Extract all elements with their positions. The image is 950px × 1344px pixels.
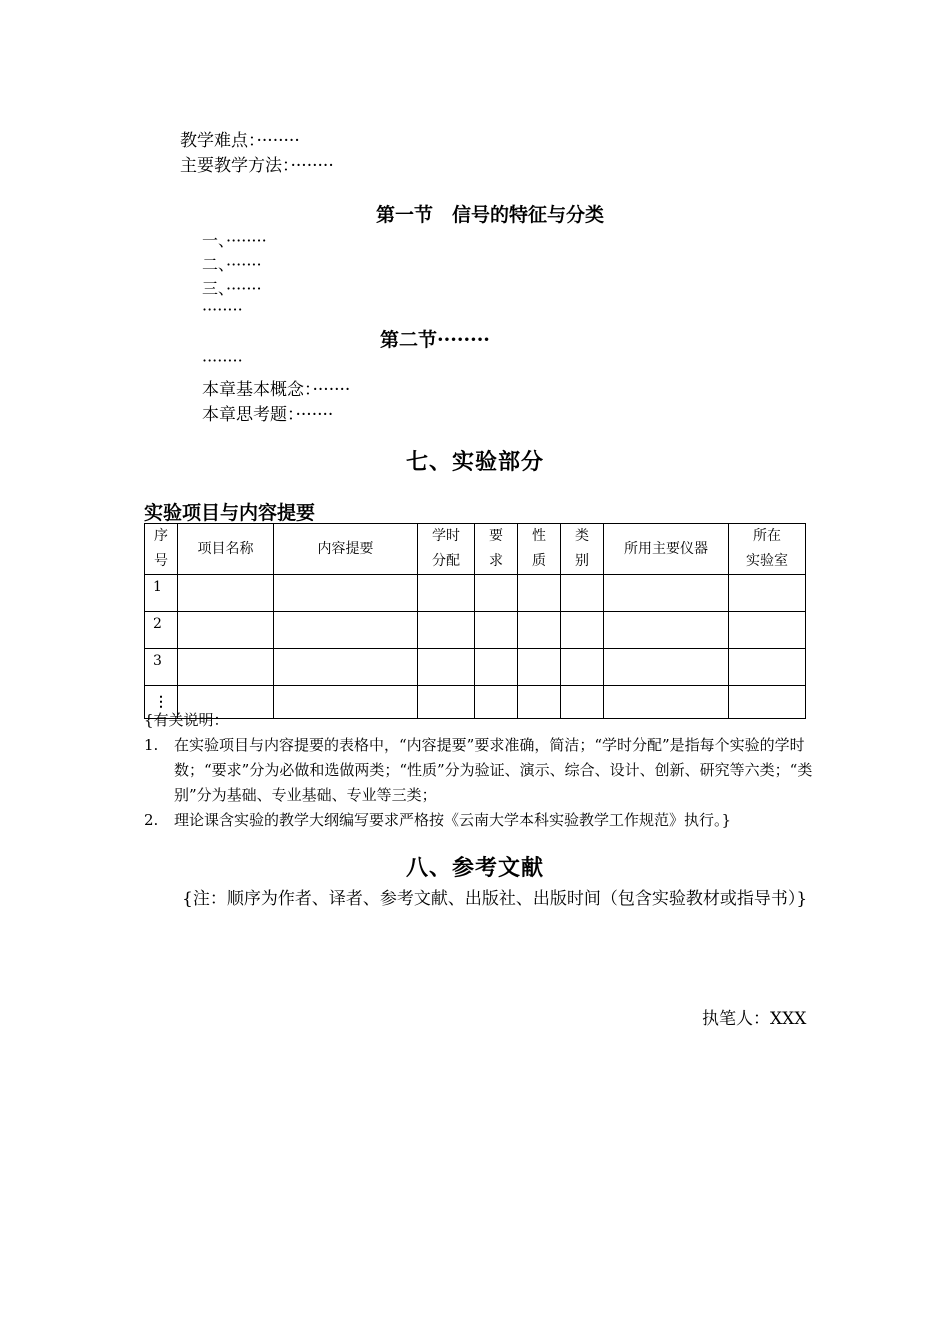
section2-title: 第二节········ bbox=[380, 329, 490, 351]
note-item: 1. 在实验项目与内容提要的表格中，“内容提要”要求准确，简洁；“学时分配”是指每个实验的学时数；“要求”分为必做和选做两类；“性质”分为验证、演示、综合、设计、创新、研究等六类；“类别”分为基础、专业基础、专业等三类； bbox=[144, 736, 813, 804]
col-header-category: 类 别 bbox=[561, 524, 604, 575]
part7-title: 七、实验部分 bbox=[405, 449, 544, 475]
section1-item: 一、········ bbox=[202, 231, 267, 250]
table-row: ⋮ bbox=[145, 686, 806, 719]
teaching-method: 主要教学方法：········ bbox=[180, 156, 334, 176]
col-header-instruments: 所用主要仪器 bbox=[604, 524, 729, 575]
col-header-lab: 所在 实验室 bbox=[729, 524, 806, 575]
reference-note: {注：顺序为作者、译者、参考文献、出版社、出版时间（包含实验教材或指导书）} bbox=[182, 889, 808, 909]
notes-title: {有关说明： bbox=[144, 711, 229, 729]
chapter-questions: 本章思考题：······· bbox=[202, 405, 334, 425]
note-item: 2. 理论课含实验的教学大纲编写要求严格按《云南大学本科实验教学工作规范》执行。} bbox=[144, 811, 732, 829]
table-row: 2 bbox=[145, 612, 806, 649]
col-header-hours: 学时 分配 bbox=[418, 524, 475, 575]
experiment-table bbox=[144, 523, 806, 719]
section1-item: 三、······· bbox=[202, 279, 262, 298]
col-header-requirement: 要 求 bbox=[475, 524, 518, 575]
section1-title: 第一节 信号的特征与分类 bbox=[375, 204, 604, 226]
table-row: 3 bbox=[145, 649, 806, 686]
table-header-row bbox=[145, 524, 806, 575]
table-row: 1 bbox=[145, 575, 806, 612]
section1-item: ········ bbox=[202, 300, 243, 319]
section2-line: ········ bbox=[202, 351, 243, 370]
part8-title: 八、参考文献 bbox=[405, 855, 544, 881]
col-header-seq: 序 号 bbox=[145, 524, 178, 575]
section1-item: 二、······· bbox=[202, 255, 262, 274]
experiment-notes bbox=[144, 708, 814, 833]
col-header-content: 内容提要 bbox=[274, 524, 418, 575]
author-signature: 执笔人：XXX bbox=[702, 1009, 807, 1029]
teaching-difficulty: 教学难点：········ bbox=[180, 131, 300, 151]
col-header-name: 项目名称 bbox=[178, 524, 274, 575]
col-header-nature: 性 质 bbox=[518, 524, 561, 575]
experiment-subtitle: 实验项目与内容提要 bbox=[144, 502, 316, 524]
chapter-concepts: 本章基本概念：······· bbox=[202, 380, 351, 400]
